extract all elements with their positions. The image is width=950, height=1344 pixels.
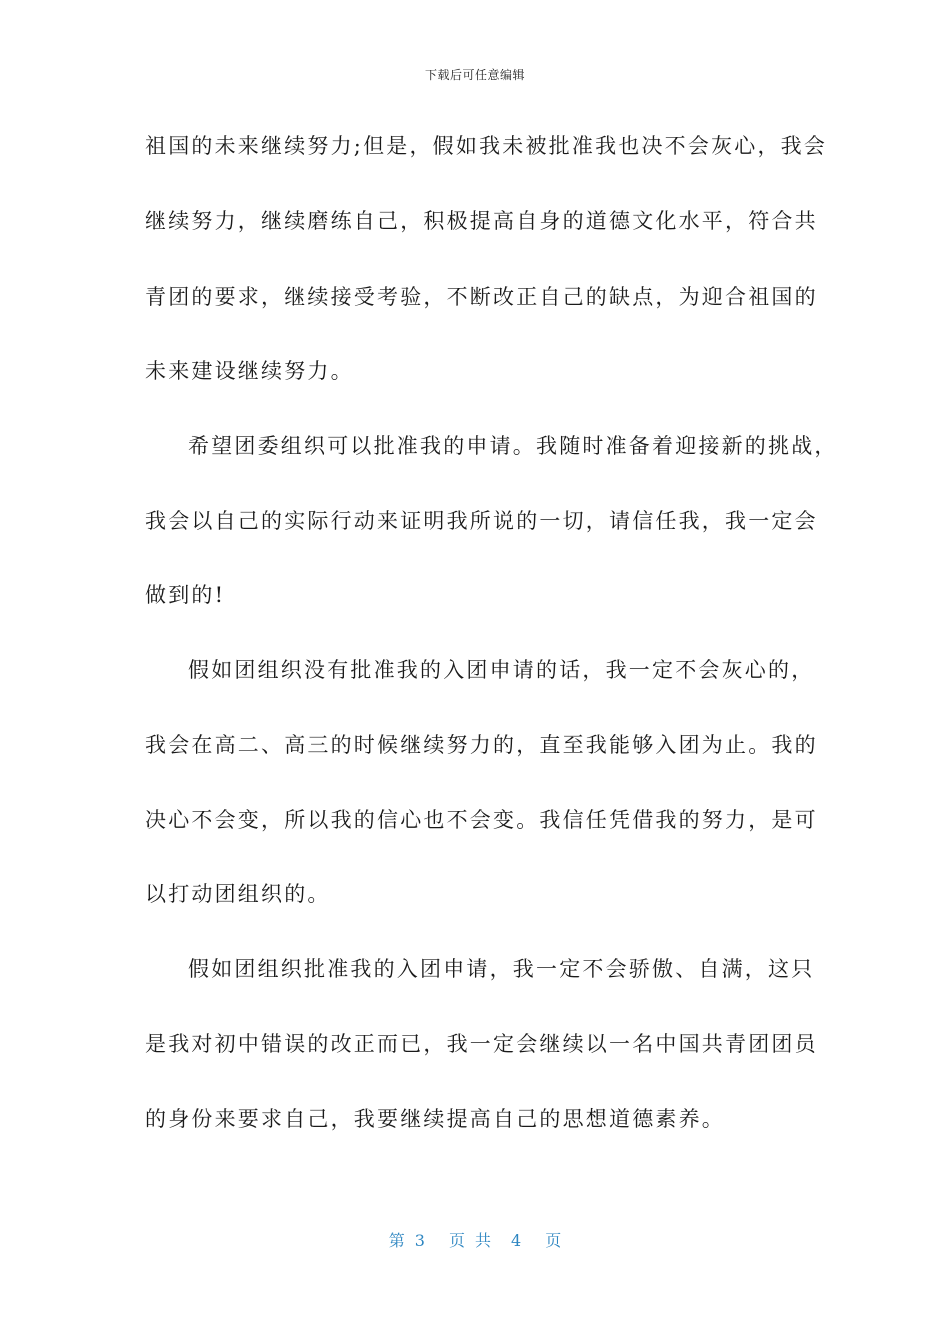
footer-middle: 页共 <box>448 1231 501 1250</box>
paragraph-3-line-3: 决心不会变，所以我的信心也不会变。我信任凭借我的努力，是可 <box>145 808 818 832</box>
paragraph-3-line-1: 假如团组织没有批准我的入团申请的话，我一定不会灰心的， <box>188 658 815 682</box>
paragraph-1-line-3: 青团的要求，继续接受考验，不断改正自己的缺点，为迎合祖国的 <box>145 285 818 309</box>
footer-prefix: 第 <box>388 1231 405 1250</box>
paragraph-2-line-2: 我会以自己的实际行动来证明我所说的一切，请信任我，我一定会 <box>145 509 818 533</box>
paragraph-1-line-2: 继续努力，继续磨练自己，积极提高自身的道德文化水平，符合共 <box>145 209 818 233</box>
paragraph-2-line-1: 希望团委组织可以批准我的申请。我随时准备着迎接新的挑战， <box>188 434 838 458</box>
paragraph-4-line-1: 假如团组织批准我的入团申请，我一定不会骄傲、自满，这只 <box>188 957 815 981</box>
page-header-note: 下载后可任意编辑 <box>424 68 525 82</box>
paragraph-2-line-3: 做到的! <box>145 583 226 607</box>
paragraph-3-line-2: 我会在高二、高三的时候继续努力的，直至我能够入团为止。我的 <box>145 733 818 757</box>
paragraph-3-line-4: 以打动团组织的。 <box>145 882 331 906</box>
footer-current-page: 3 <box>414 1231 425 1250</box>
footer-suffix: 页 <box>545 1231 562 1250</box>
footer-total-pages: 4 <box>511 1231 522 1250</box>
paragraph-4-line-3: 的身份来要求自己，我要继续提高自己的思想道德素养。 <box>145 1107 725 1131</box>
page-number-footer <box>0 1228 950 1251</box>
paragraph-1-line-1: 祖国的未来继续努力;但是，假如我未被批准我也决不会灰心，我会 <box>145 134 828 158</box>
paragraph-4-line-2: 是我对初中错误的改正而已，我一定会继续以一名中国共青团团员 <box>145 1032 818 1056</box>
paragraph-1-line-4: 未来建设继续努力。 <box>145 359 354 383</box>
